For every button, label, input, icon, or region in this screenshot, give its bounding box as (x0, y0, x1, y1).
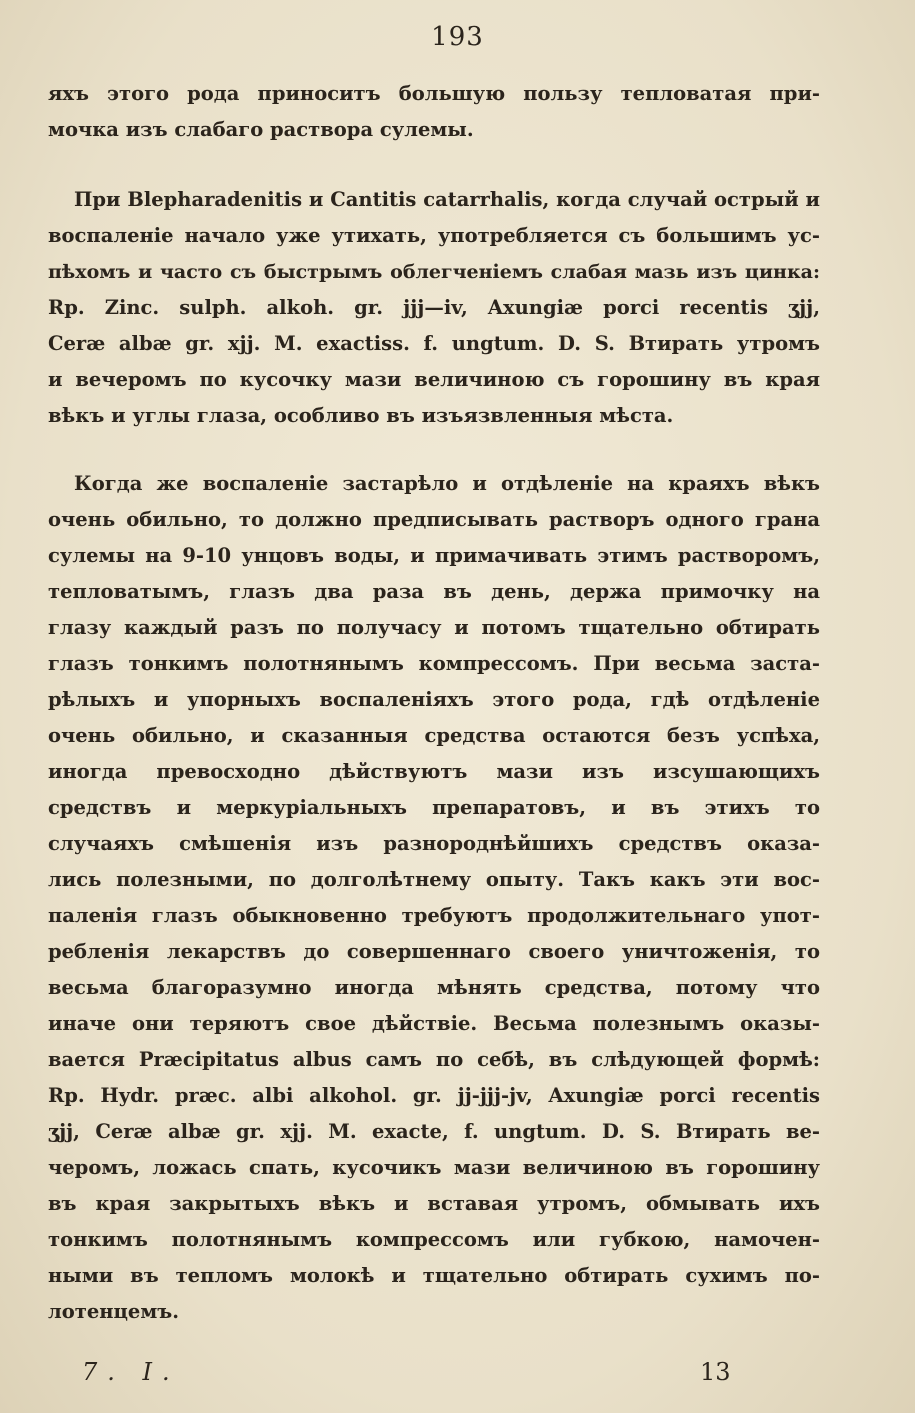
text-line: случаяхъ смѣшенія изъ разнороднѣйшихъ средствъ оказа- (48, 832, 820, 855)
text-line: При Blepharadenitis и Cantitis catarrhalis, когда случай острый и (74, 188, 820, 211)
text-line: ʒjj, Ceræ albæ gr. xjj. M. exacte, f. ungtum. D. S. Втирать ве- (48, 1120, 820, 1143)
text-line: въ края закрытыхъ вѣкъ и вставая утромъ, обмывать ихъ (48, 1192, 820, 1215)
text-line: вѣкъ и углы глаза, особливо въ изъязвленныя мѣста. (48, 404, 674, 427)
text-line: лись полезными, по долголѣтнему опыту. Такъ какъ эти вос- (48, 868, 820, 891)
text-line: паленія глазъ обыкновенно требуютъ продолжительнаго упот- (48, 904, 820, 927)
text-line: глазу каждый разъ по получасу и потомъ тщательно обтирать (48, 616, 820, 639)
text-line: очень обильно, то должно предписывать растворъ одного грана (48, 508, 820, 531)
text-line: яхъ этого рода приноситъ большую пользу тепловатая при- (48, 82, 820, 105)
text-line: Ceræ albæ gr. xjj. M. exactiss. f. ungtum. D. S. Втирать утромъ (48, 332, 820, 355)
paragraph-3 (48, 466, 820, 1330)
text-line: весьма благоразумно иногда мѣнять средства, потому что (48, 976, 820, 999)
text-line: мочка изъ слабаго раствора сулемы. (48, 118, 474, 141)
text-line: рѣлыхъ и упорныхъ воспаленіяхъ этого рода, гдѣ отдѣленіе (48, 688, 820, 711)
text-line: тепловатымъ, глазъ два раза въ день, держа примочку на (48, 580, 820, 603)
page-number: 193 (431, 22, 484, 52)
text-line: Rp. Zinc. sulph. alkoh. gr. jjj—iv, Axungiæ porci recentis ʒjj, (48, 296, 820, 319)
text-line: и вечеромъ по кусочку мази величиною съ горошину въ края (48, 368, 820, 391)
text-line: очень обильно, и сказанныя средства остаются безъ успѣха, (48, 724, 820, 747)
text-line: вается Præcipitatus albus самъ по себѣ, въ слѣдующей формѣ: (48, 1048, 820, 1071)
text-line: глазъ тонкимъ полотнянымъ компрессомъ. При весьма заста- (48, 652, 820, 675)
text-line: пѣхомъ и часто съ быстрымъ облегченіемъ слабая мазь изъ цинка: (48, 261, 820, 283)
paragraph-2 (48, 182, 820, 434)
text-line: средствъ и меркуріальныхъ препаратовъ, и въ этихъ то (48, 796, 820, 819)
text-line: иначе они теряютъ свое дѣйствіе. Весьма полезнымъ оказы- (48, 1012, 820, 1035)
paragraph-1 (48, 76, 820, 148)
text-line: тонкимъ полотнянымъ компрессомъ или губкою, намочен- (48, 1228, 820, 1251)
text-line: иногда превосходно дѣйствуютъ мази изъ изсушающихъ (48, 760, 820, 783)
text-line: сулемы на 9-10 унцовъ воды, и примачивать этимъ растворомъ, (48, 544, 820, 567)
text-line: лотенцемъ. (48, 1300, 180, 1323)
text-line: ребленія лекарствъ до совершеннаго своего уничтоженія, то (48, 940, 820, 963)
text-line: воспаленіе начало уже утихать, употребляется съ большимъ ус- (48, 224, 820, 247)
text-line: черомъ, ложась спать, кусочикъ мази величиною въ горошину (48, 1156, 820, 1179)
text-line: Когда же воспаленіе застарѣло и отдѣленіе на краяхъ вѣкъ (74, 472, 820, 495)
signature-mark: 7. I. (82, 1358, 180, 1386)
folio-number: 13 (700, 1358, 731, 1386)
text-line: Rp. Hydr. præc. albi alkohol. gr. jj-jjj-jv, Axungiæ porci recentis (48, 1084, 820, 1107)
text-line: ными въ тепломъ молокѣ и тщательно обтирать сухимъ по- (48, 1264, 820, 1287)
